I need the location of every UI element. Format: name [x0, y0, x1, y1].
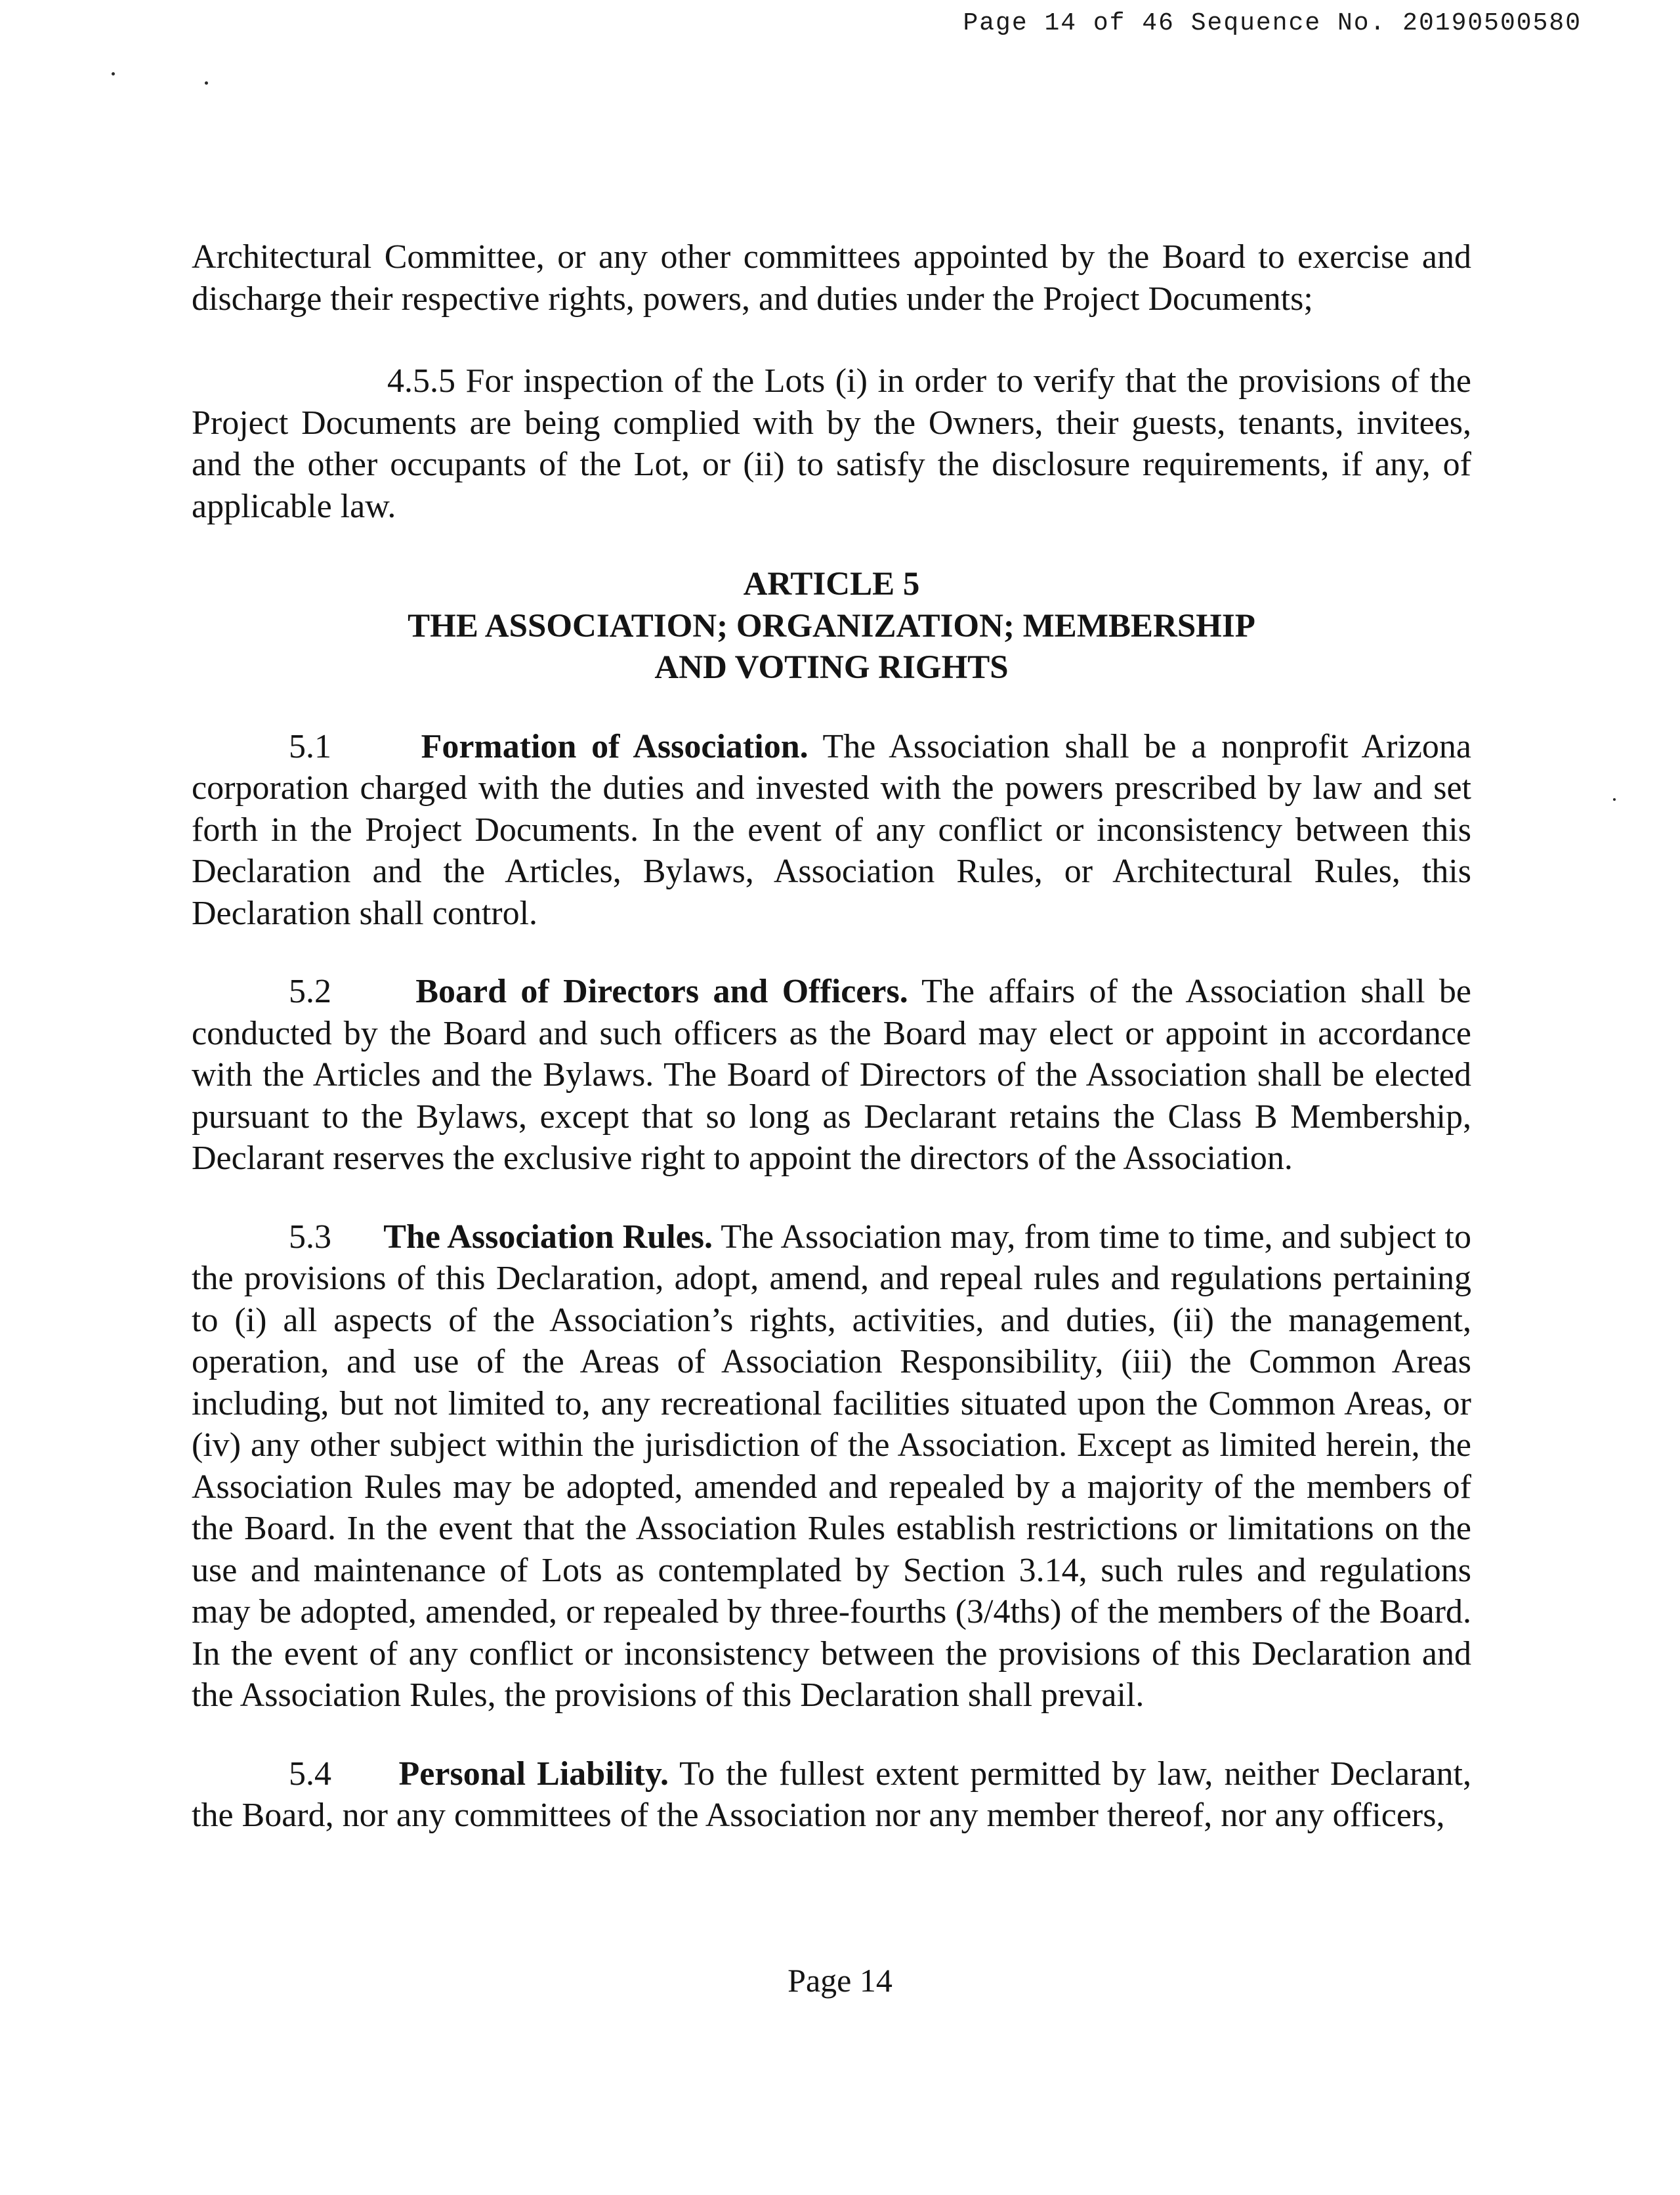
section-text: The Association may, from time to time, and subject to the provisions of this Declaration, adopt, amend, and repeal rules and regulations pertaining to (i) all aspects of the Association’s rights, activities, and duties, (ii) the management, operation, and use of the Areas of Association Responsibility, (iii) the Common Areas including, but not limited to, any recreational facilities situated upon the Common Areas, or (iv) any other subject within the jurisdiction of the Association. Except as limited herein, the Association Rules may be adopted, amended and repealed by a majority of the members of the Board. In the event that the Association Rules establish restrictions or limitations on the use and maintenance of Lots as contemplated by Section 3.14, such rules and regulations may be adopted, amended, or repealed by three-fourths (3/4ths) of the members of the Board. In the event of any conflict or inconsistency between the provisions of this Declaration and the Association Rules, the provisions of this Declaration shall prevail.: [192, 1218, 1472, 1714]
document-body: [192, 236, 1471, 1837]
scan-speck: [1613, 798, 1616, 801]
section-heading: Formation of Association.: [421, 727, 808, 765]
item-4-5-5: 4.5.5 For inspection of the Lots (i) in order to verify that the provisions of the Project Documents are being complied with by the Owners, their guests, tenants, invitees, and the other occupants of the Lot, or (ii) to satisfy the disclosure requirements, if any, of applicable law.: [192, 362, 1471, 525]
article-number: ARTICLE 5: [743, 566, 920, 603]
section-heading: The Association Rules.: [383, 1218, 713, 1256]
section-heading: Personal Liability.: [398, 1755, 669, 1793]
scan-speck: [112, 72, 115, 75]
page-footer: Page 14: [788, 1962, 892, 1999]
recording-stamp: Page 14 of 46 Sequence No. 20190500580: [963, 9, 1582, 37]
section-number: 5.3: [289, 1218, 331, 1256]
section-text: The Association shall be a nonprofit Arizona corporation charged with the duties and invested with the powers prescribed by law and set forth in the Project Documents. In the event of any conflict or inconsistency between this Declaration and the Articles, Bylaws, Association Rules, or Architectural Rules, this Declaration shall control.: [192, 727, 1472, 932]
article-title-line-2: AND VOTING RIGHTS: [654, 649, 1009, 686]
section-number: 5.2: [289, 973, 331, 1010]
section-heading: Board of Directors and Officers.: [415, 973, 908, 1010]
article-heading: [192, 564, 1471, 689]
scan-speck: [205, 81, 208, 85]
continuation-paragraph: Architectural Committee, or any other committees appointed by the Board to exercise and discharge their respective rights, powers, and duties under the Project Documents;: [192, 238, 1471, 318]
section-number: 5.4: [289, 1755, 331, 1793]
article-title-line-1: THE ASSOCIATION; ORGANIZATION; MEMBERSHIP: [408, 607, 1255, 645]
section-5-2: [192, 971, 1471, 1180]
section-text: The affairs of the Association shall be conducted by the Board and such officers as the Board may elect or appoint in accordance with the Articles and the Bylaws. The Board of Directors of the Association shall be elected pursuant to the Bylaws, except that so long as Declarant retains the Class B Membership, Declarant reserves the exclusive right to appoint the directors of the Association.: [192, 973, 1471, 1177]
section-5-1: [192, 726, 1471, 935]
section-5-3: [192, 1216, 1471, 1716]
section-text: To the fullest extent permitted by law, neither Declarant, the Board, nor any committees of the Association nor any member thereof, nor any officers,: [192, 1755, 1472, 1834]
section-5-4: [192, 1753, 1471, 1837]
section-number: 5.1: [289, 727, 331, 765]
